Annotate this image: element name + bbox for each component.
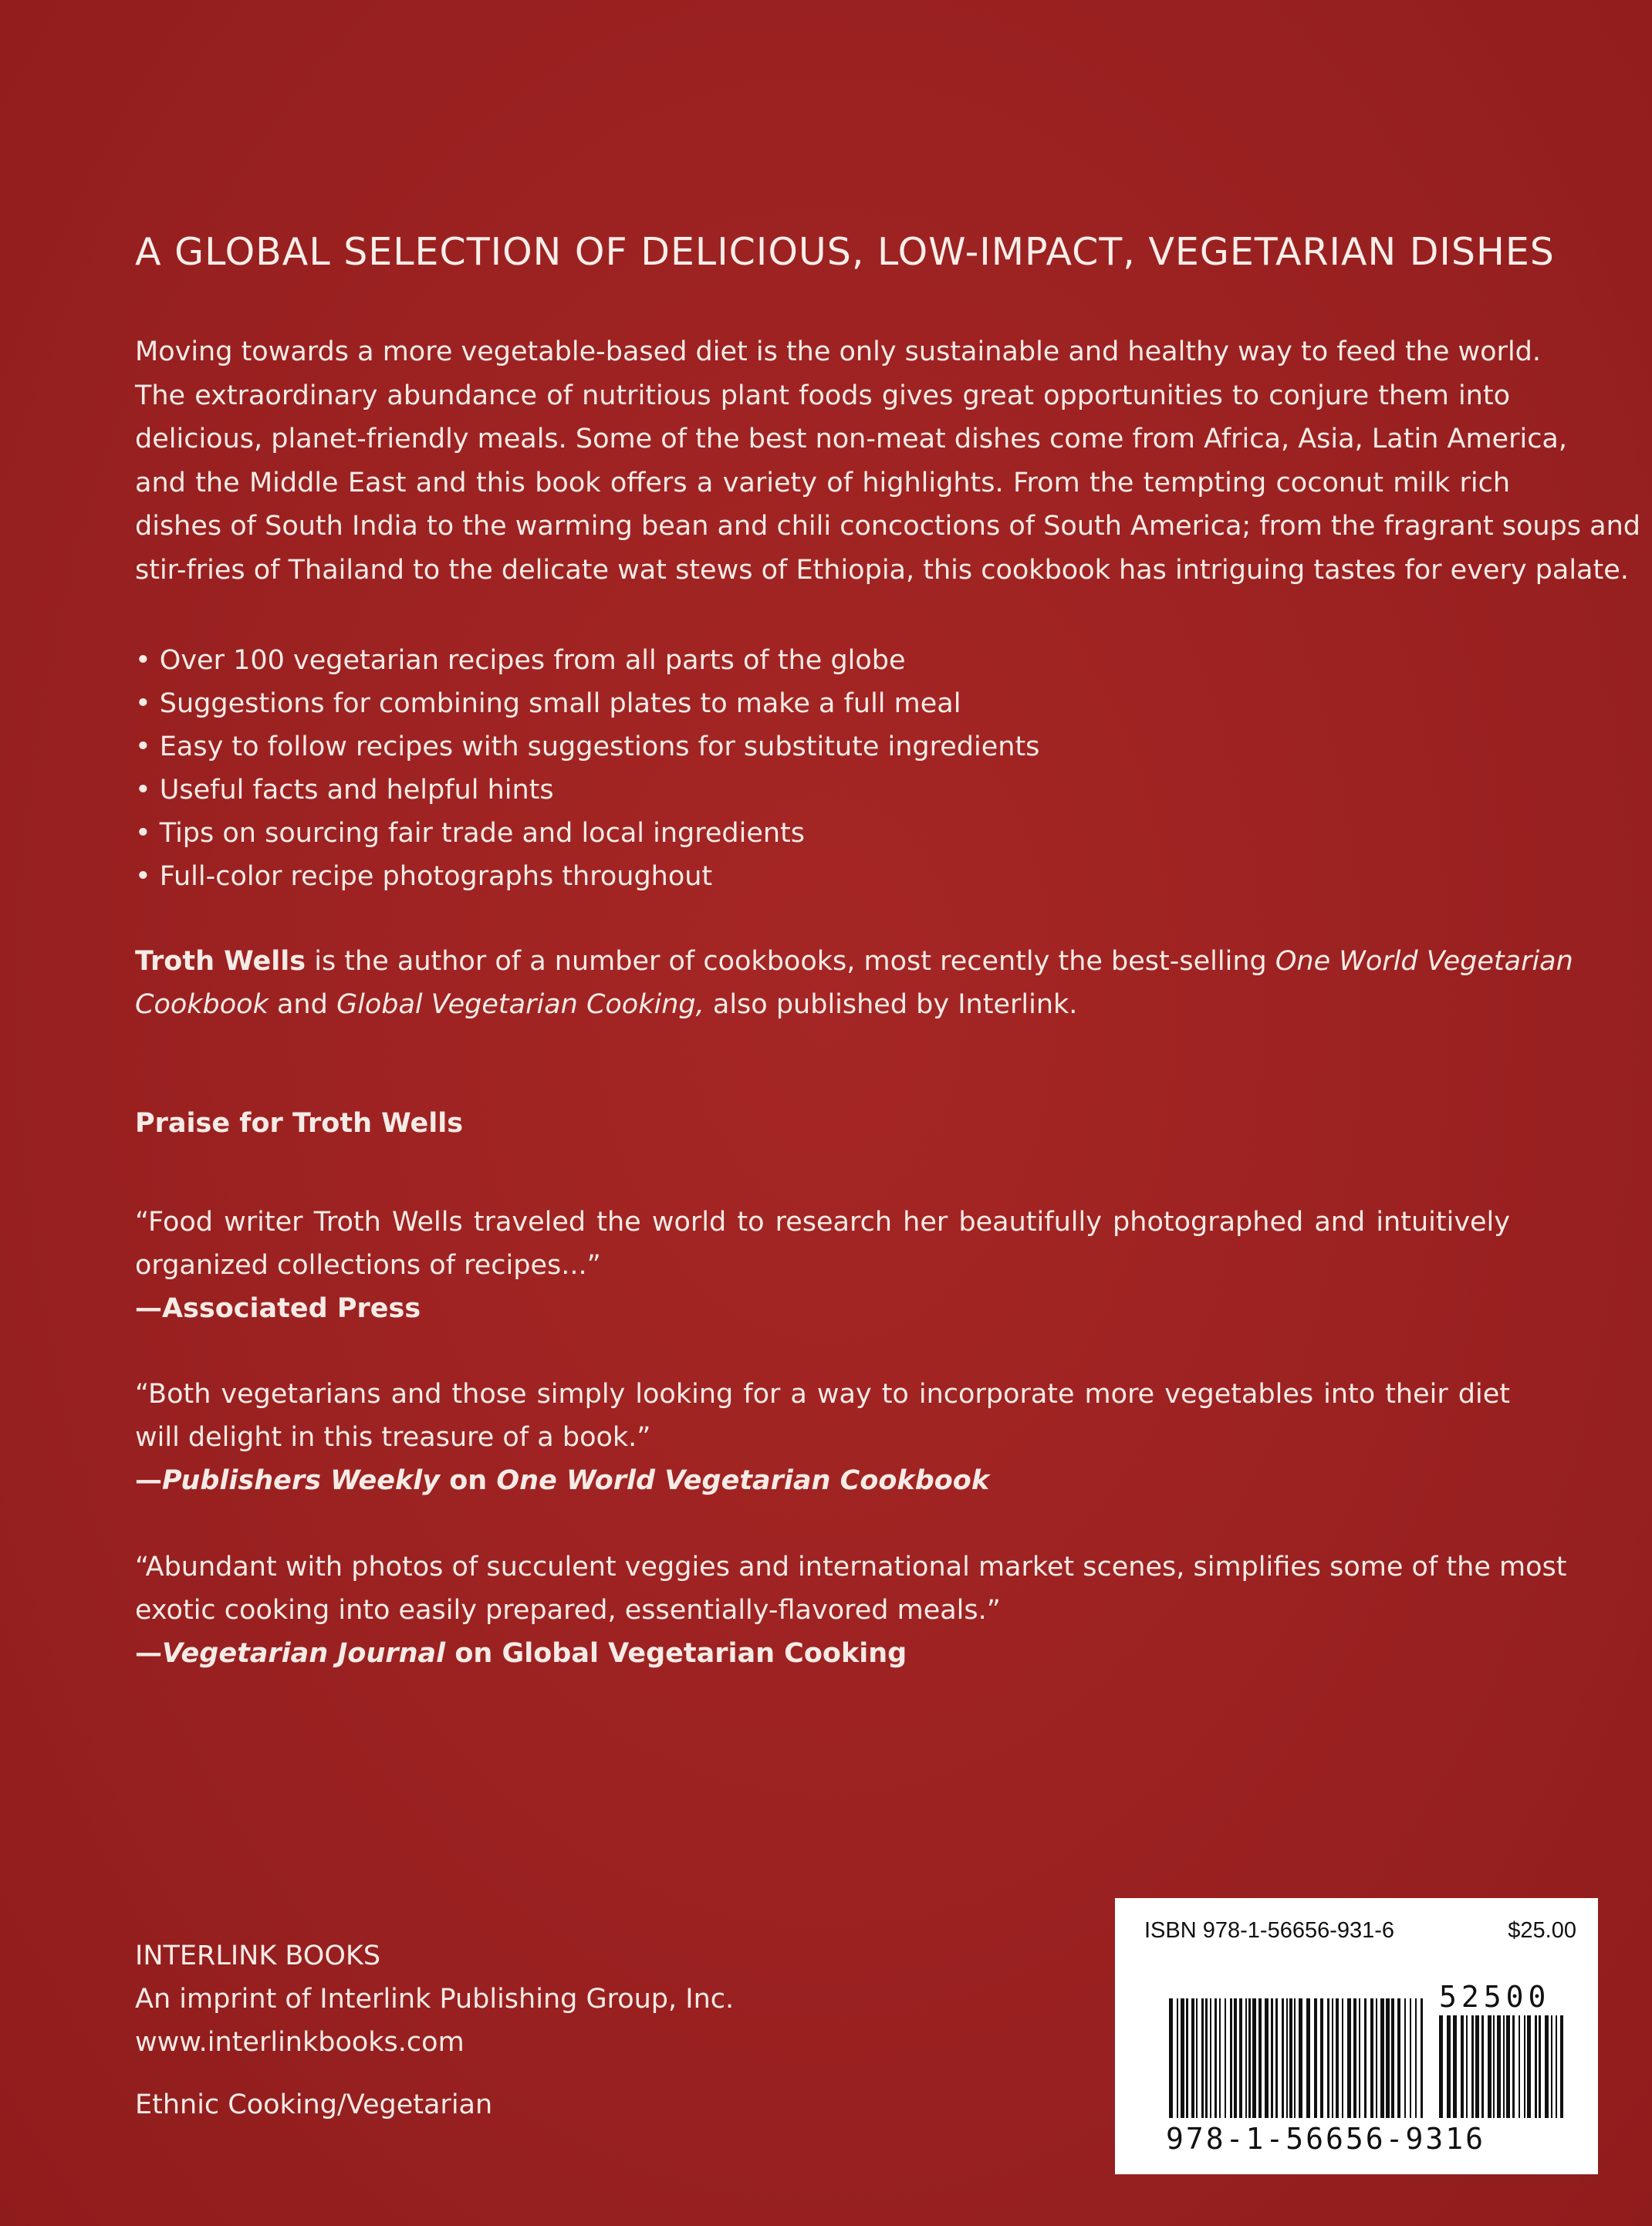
blurb-line: Moving towards a more vegetable-based diet is the only sustainable and healthy way to feed the world. [135, 336, 1542, 367]
barcode-bar [1169, 1998, 1173, 2118]
barcode-bar [1219, 1998, 1221, 2118]
barcode-bar [1380, 1998, 1384, 2118]
price-label: $25.00 [1508, 1918, 1576, 1943]
barcode-bar [1493, 2015, 1495, 2118]
barcode-bar [1282, 1998, 1284, 2118]
author-bio [135, 940, 1573, 1026]
barcode-bar [1205, 1998, 1208, 2118]
barcode-bar [1471, 2015, 1474, 2118]
blurb-line: The extraordinary abundance of nutritious plant foods gives great opportunities to conjure them into [135, 380, 1510, 411]
barcode-bar [1488, 2015, 1492, 2118]
barcode-bar [1497, 2015, 1501, 2118]
barcode-bar [1370, 1998, 1373, 2118]
barcode-bar [1453, 2015, 1457, 2118]
quote-line: exotic cooking into easily prepared, essentially-flavored meals.” [135, 1595, 1001, 1626]
barcode-bar [1415, 1998, 1417, 2118]
barcode-bar [1186, 1998, 1188, 2118]
feature-item: • Over 100 vegetarian recipes from all parts of the globe [135, 645, 906, 676]
barcode-bar [1439, 2015, 1443, 2118]
book-title: Global Vegetarian Cooking, [336, 989, 704, 1020]
blurb-line: delicious, planet-friendly meals. Some of the best non-meat dishes come from Africa, Asia, Latin America, [135, 424, 1568, 454]
barcode-bar [1271, 1998, 1273, 2118]
quote-source [135, 1459, 1510, 1502]
bio-line [135, 983, 1510, 1026]
review-quote [135, 1373, 1510, 1502]
barcode-bar [1397, 1998, 1400, 2118]
barcode-bar [1353, 1998, 1356, 2118]
addon-digits: 52500 [1439, 1980, 1551, 2014]
barcode-bar [1191, 1998, 1194, 2118]
barcode-bar [1461, 2015, 1464, 2118]
quote-publication: Vegetarian Journal [162, 1638, 446, 1669]
quote-line: “Both vegetarians and those simply looking for a way to incorporate more vegetables into their diet [135, 1379, 1510, 1410]
quote-publication: Publishers Weekly [162, 1465, 441, 1496]
publisher-info [135, 1934, 734, 2064]
feature-item: • Tips on sourcing fair trade and local ingredients [135, 818, 806, 849]
feature-item: • Useful facts and helpful hints [135, 775, 554, 806]
barcode-bar [1519, 2015, 1520, 2118]
barcode-bar [1376, 1998, 1377, 2118]
barcode-bar [1506, 2015, 1510, 2118]
barcode-bar [1299, 1998, 1302, 2118]
barcode-box [1115, 1898, 1598, 2174]
barcode-bar [1342, 1998, 1343, 2118]
barcode-bar [1201, 1998, 1204, 2118]
barcode-bar [1306, 1998, 1310, 2118]
barcode-bar [1336, 1998, 1339, 2118]
category-label: Ethnic Cooking/Vegetarian [135, 2089, 493, 2120]
barcode-bar [1535, 2015, 1537, 2118]
barcode-bar [1364, 1998, 1367, 2118]
barcode-bar [1181, 1998, 1184, 2118]
barcode-bar [1294, 1998, 1296, 2118]
bio-line [135, 940, 1573, 983]
barcode-bar [1314, 1998, 1317, 2118]
barcode-bar [1347, 1998, 1351, 2118]
book-title: One World Vegetarian [1275, 946, 1573, 977]
quote-book-title: One World Vegetarian Cookbook [496, 1465, 990, 1496]
barcode-bar [1545, 2015, 1549, 2118]
barcode-bar [1512, 2015, 1515, 2118]
blurb-line: stir-fries of Thailand to the delicate wat stews of Ethiopia, this cookbook has intriguing tastes for every palate. [135, 554, 1629, 586]
barcode-bar [1320, 1998, 1323, 2118]
barcode-bar [1258, 1998, 1262, 2118]
barcode-bar [1527, 2015, 1531, 2118]
feature-list [135, 639, 1215, 898]
quote-dash: — [135, 1638, 162, 1669]
barcode-bar [1327, 1998, 1329, 2118]
barcode-bar [1560, 2015, 1563, 2118]
barcode-bar [1248, 1998, 1251, 2118]
publisher-website: www.interlinkbooks.com [135, 2027, 465, 2058]
bio-text: and [268, 989, 336, 1020]
bio-text: also published by Interlink. [704, 989, 1078, 1020]
quote-book-title: Global Vegetarian Cooking [502, 1638, 907, 1669]
book-title: Cookbook [135, 989, 269, 1020]
barcode-bar [1410, 1998, 1411, 2118]
barcode-bar [1230, 1998, 1232, 2118]
barcode-bar [1225, 1998, 1226, 2118]
barcode-bar [1332, 1998, 1333, 2118]
review-quote [135, 1545, 1567, 1675]
quote-on: on [440, 1465, 497, 1496]
barcode-bar [1481, 2015, 1484, 2118]
barcode-bar [1475, 2015, 1479, 2118]
barcode-icon [1167, 1998, 1569, 2123]
feature-item: • Suggestions for combining small plates to make a full meal [135, 688, 961, 719]
barcode-bar [1196, 1998, 1198, 2118]
isbn-label: ISBN 978-1-56656-931-6 [1144, 1918, 1395, 1943]
barcode-bar [1551, 2015, 1552, 2118]
praise-heading: Praise for Troth Wells [135, 1108, 464, 1139]
quote-line: “Food writer Troth Wells traveled the world to research her beautifully photographed and intuitively [135, 1207, 1510, 1238]
barcode-bar [1275, 1998, 1278, 2118]
barcode-bar [1289, 1998, 1292, 2118]
barcode-bar [1503, 2015, 1505, 2118]
quote-on: on [445, 1638, 502, 1669]
bio-text: is the author of a number of cookbooks, most recently the best-selling [306, 946, 1275, 977]
quote-dash: — [135, 1465, 162, 1496]
barcode-bar [1539, 2015, 1541, 2118]
barcode-bar [1466, 2015, 1468, 2118]
blurb [135, 330, 1640, 592]
barcode-bar [1252, 1998, 1256, 2118]
feature-item: • Easy to follow recipes with suggestions for substitute ingredients [135, 731, 1040, 762]
barcode-digits: 978-1-56656-9316 [1166, 2122, 1486, 2156]
quote-line: organized collections of recipes...” [135, 1250, 601, 1281]
publisher-imprint: An imprint of Interlink Publishing Group, Inc. [135, 1984, 735, 2015]
blurb-line: and the Middle East and this book offers a variety of highlights. From the tempting coconut milk rich [135, 467, 1510, 498]
barcode-bar [1245, 1998, 1247, 2118]
quote-source [135, 1632, 1510, 1675]
headline: A GLOBAL SELECTION OF DELICIOUS, LOW-IMPACT, VEGETARIAN DISHES [135, 230, 1555, 274]
barcode-bar [1234, 1998, 1237, 2118]
barcode-bar [1215, 1998, 1217, 2118]
author-name: Troth Wells [135, 946, 306, 977]
blurb-line: dishes of South India to the warming bean and chili concoctions of South America; from the fragrant soups and [135, 511, 1640, 542]
barcode-bar [1239, 1998, 1242, 2118]
barcode-bar [1404, 1998, 1406, 2118]
barcode-bar [1359, 1998, 1360, 2118]
barcode-bar [1286, 1998, 1288, 2118]
barcode-bar [1391, 1998, 1394, 2118]
feature-item: • Full-color recipe photographs throughout [135, 861, 713, 892]
quote-line: will delight in this treasure of a book.” [135, 1422, 651, 1453]
barcode-bar [1210, 1998, 1211, 2118]
barcode-bar [1447, 2015, 1451, 2118]
barcode-bar [1524, 2015, 1525, 2118]
barcode-bar [1386, 1998, 1390, 2118]
publisher-name: INTERLINK BOOKS [135, 1941, 381, 1971]
quote-line: “Abundant with photos of succulent veggies and international market scenes, simplifies some of the most [135, 1552, 1567, 1583]
barcode-bar [1556, 2015, 1557, 2118]
quote-source: —Associated Press [135, 1293, 421, 1324]
barcode-bar [1265, 1998, 1269, 2118]
barcode-bar [1177, 1998, 1178, 2118]
barcode-bar [1421, 1998, 1423, 2118]
review-quote [135, 1201, 1510, 1330]
